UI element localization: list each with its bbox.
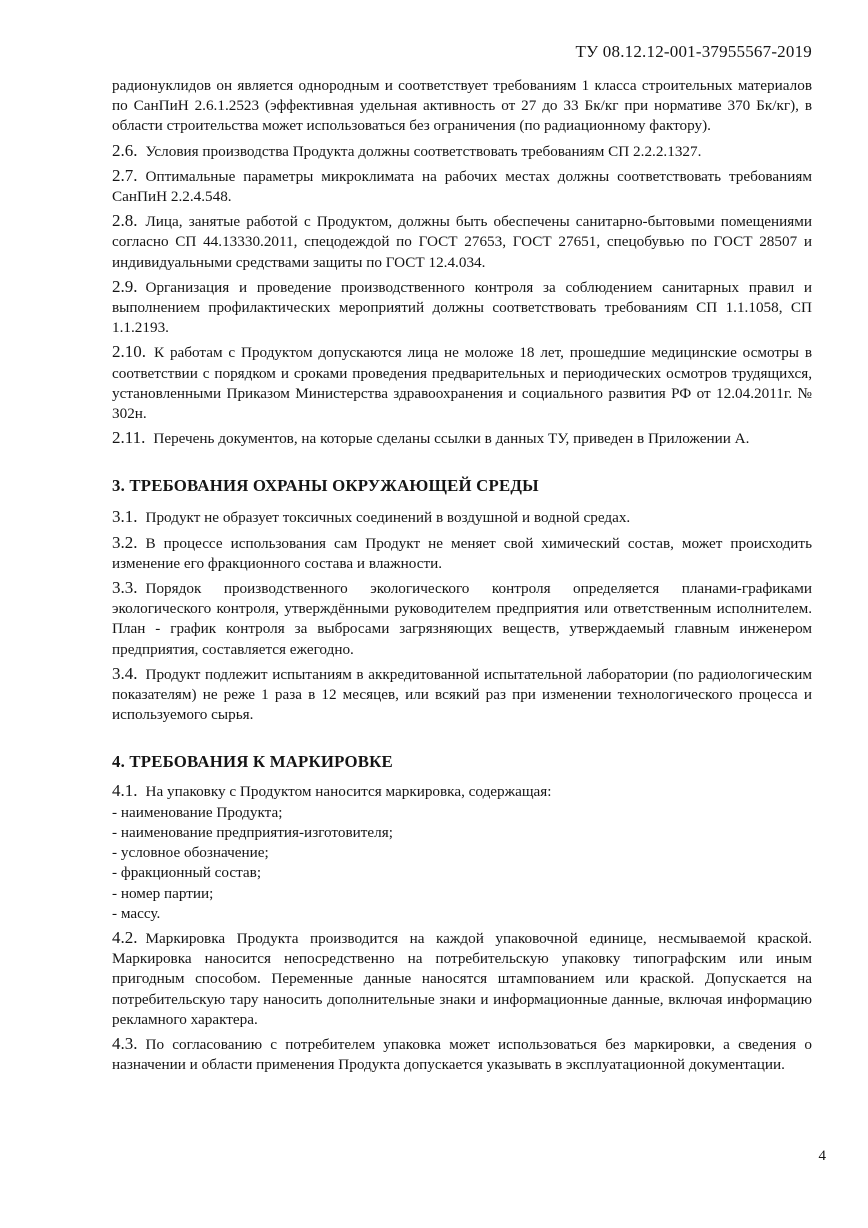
clause-2-11 [112,428,812,449]
list-item: - условное обозначение; [112,844,269,862]
clause-2-9 [112,277,812,339]
clause-2-7 [112,166,812,207]
clause-3-3 [112,578,812,660]
clause-text: Организация и проведение производственного контроля за соблюдением санитарных правил и выполнением профилактических мероприятий должны соответствовать требованиям СП 1.1.1058, СП 1.1.2193. [112,278,812,337]
clause-number: 2.11. [112,428,146,448]
clause-text: Продукт не образует токсичных соединений в воздушной и водной средах. [145,509,631,527]
clause-text: Лица, занятые работой с Продуктом, должны быть обеспечены санитарно-бытовыми помещениями согласно СП 44.13330.2011, спецодеждой по ГОСТ 27653, ГОСТ 27651, спецобувью по ГОСТ 28507 и индивидуальными средствами защиты по ГОСТ 12.4.034. [112,213,812,271]
list-item: - номер партии; [112,884,214,902]
list-item: - наименование предприятия-изготовителя; [112,823,393,841]
clause-number: 2.10. [112,342,146,362]
clause-number: 4.2. [112,927,138,947]
clause-text: Оптимальные параметры микроклимата на рабочих местах должны соответствовать требованиям СанПиН 2.2.4.548. [112,167,812,206]
continued-paragraph: радионуклидов он является однородным и соответствует требованиям 1 класса строительных материалов по СанПиН 2.6.1.2523 (эффективная удельная активность от 27 до 33 Бк/кг при нормативе 370 Бк/кг), в области строительства может использоваться без ограничения (по радиационному фактору). [112,77,812,135]
section-heading-4: 4. ТРЕБОВАНИЯ К МАРКИРОВКЕ [112,752,393,772]
clause-number: 3.1. [112,507,138,527]
document-body [112,76,812,1075]
clause-number: 2.6. [112,140,138,160]
clause-3-4 [112,664,812,726]
clause-number: 4.1. [112,781,138,801]
list-item: - массу. [112,904,161,922]
section-heading-3: 3. ТРЕБОВАНИЯ ОХРАНЫ ОКРУЖАЮЩЕЙ СРЕДЫ [112,476,539,496]
clause-4-1 [112,781,812,802]
marking-list [112,803,812,924]
document-code: ТУ 08.12.12-001-37955567-2019 [575,42,812,61]
clause-2-6 [112,141,812,162]
clause-2-10 [112,342,812,424]
clause-text: Перечень документов, на которые сделаны ссылки в данных ТУ, приведен в Приложении А. [153,430,750,448]
clause-text: Порядок производственного экологического контроля определяется планами-графиками экологического контроля, утверждёнными руководителем предприятия или ответственным исполнителем. План - график контроля за выбросами загрязняющих веществ, утверждаемый главным инженером предприятия, составляется ежегодно. [112,580,812,658]
clause-text: На упаковку с Продуктом наносится маркировка, содержащая: [145,783,552,801]
clause-number: 3.2. [112,532,138,552]
clause-text: К работам с Продуктом допускаются лица не моложе 18 лет, прошедшие медицинские осмотры в соответствии с порядком и сроками проведения предварительных и периодических осмотров трудящихся, установленными Приказом Министерства здравоохранения и социального развития РФ от 12.04.2011г. № 302н. [112,344,812,423]
clause-number: 2.7. [112,165,138,185]
list-item: - наименование Продукта; [112,803,283,821]
clause-text: Продукт подлежит испытаниям в аккредитованной испытательной лаборатории (по радиологическим показателям) не реже 1 раза в 12 месяцев, или всякий раз при изменении технологического процесса и используемого сырья. [112,665,812,724]
clause-3-2 [112,533,812,574]
clause-text: В процессе использования сам Продукт не меняет свой химический состав, может происходить изменение его фракционного состава и влажности. [112,534,812,572]
clause-2-8 [112,211,812,273]
clause-number: 4.3. [112,1033,138,1053]
clause-text: Маркировка Продукта производится на каждой упаковочной единице, несмываемой краской. Маркировка наносится непосредственно на потребительскую упаковку типографским или иным пригодным способом. Переменные данные наносятся штампованием или краской. Допускается на потребительскую тару наносить дополнительные знаки и информационные данные, включая информацию рекламного характера. [112,929,812,1028]
clause-number: 3.3. [112,578,138,598]
clause-3-1 [112,507,812,528]
clause-4-2 [112,928,812,1030]
page-number: 4 [818,1148,826,1164]
clause-text: Условия производства Продукта должны соответствовать требованиям СП 2.2.2.1327. [145,142,702,160]
clause-number: 3.4. [112,663,138,683]
clause-4-3 [112,1034,812,1075]
list-item: - фракционный состав; [112,864,262,882]
clause-number: 2.8. [112,211,138,231]
clause-text: По согласованию с потребителем упаковка может использоваться без маркировки, а сведения о назначении и области применения Продукта допускается указывать в эксплуатационной документации. [112,1035,812,1074]
clause-number: 2.9. [112,276,138,296]
